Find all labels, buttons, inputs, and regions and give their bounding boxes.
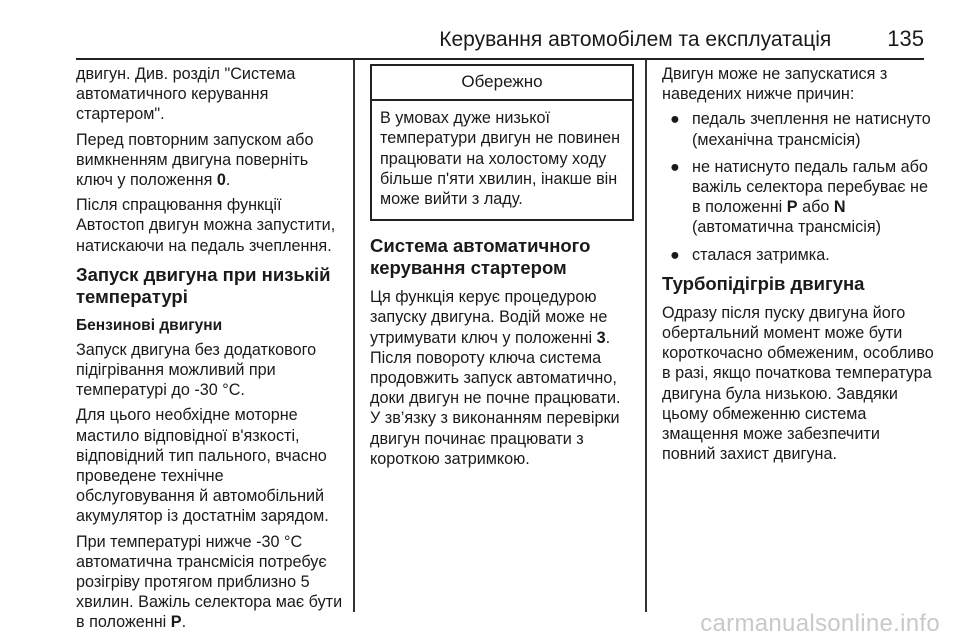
column-divider-2	[645, 60, 647, 612]
paragraph: Запуск двигуна без додаткового підігрівання можливий при температурі до -30 °C.	[76, 340, 317, 400]
caution-body: В умовах дуже низької температури двигун не повинен працювати на холостому ходу більше п'яти хвилин, інакше він може вийти з ладу.	[380, 109, 621, 209]
reasons-list	[662, 109, 934, 264]
page-header	[76, 26, 924, 62]
subheading-petrol-engines: Бензинові двигуни	[76, 316, 223, 334]
paragraph: Для цього необхідне моторне мастило відповідної в'язкості, відповідний тип пального, вчасно проведене технічне обслуговування й автомобільний акумулятор із достатнім зарядом.	[76, 406, 329, 526]
list-item: ● педаль зчеплення не натиснуто (механічна трансмісія)	[670, 110, 931, 149]
section-heading-turbo: Турбопідігрів двигуна	[662, 272, 865, 294]
column-3	[662, 64, 934, 469]
caution-title: Обережно	[372, 66, 632, 101]
section-heading-autostart: Система автоматичного керування стартером	[370, 235, 591, 279]
paragraph: Двигун може не запускатися з наведених нижче причин:	[662, 65, 888, 104]
running-title: Керування автомобілем та експлуатація	[439, 28, 832, 51]
key-position-0: 0	[216, 171, 226, 190]
bullet-icon: ●	[670, 245, 680, 264]
paragraph: Після спрацювання функції Автостоп двигун можна запустити, натискаючи на педаль зчеплення.	[76, 196, 336, 255]
key-position-3: 3	[596, 328, 606, 347]
header-rule	[76, 58, 924, 60]
list-item: ● сталася затримка.	[670, 245, 830, 264]
watermark: carmanualsonline.info	[700, 610, 940, 637]
bullet-icon: ●	[670, 110, 680, 129]
column-2	[370, 64, 634, 474]
paragraph: двигун. Див. розділ "Система автоматичного керування стартером".	[76, 65, 296, 124]
paragraph: При температурі нижче -30 °C автоматична трансмісія потребує розігріву протягом приблизно 5 хвилин. Важіль селектора має бути в положенні P.	[76, 532, 343, 632]
list-item: ● не натиснуто педаль гальм або важіль селектора перебуває не в положенні P або N (автоматична трансмісія)	[670, 157, 928, 237]
bullet-icon: ●	[670, 157, 680, 176]
paragraph: Перед повторним запуском або вимкненням двигуна поверніть ключ у положення 0.	[76, 130, 314, 190]
section-heading-cold-start: Запуск двигуна при низькій температурі	[76, 263, 331, 307]
caution-box	[370, 64, 634, 221]
selector-position-p: P	[170, 613, 182, 632]
paragraph: Ця функція керує процедурою запуску двигуна. Водій може не утримувати ключ у положенні 3. Після повороту ключа система продовжить запуск автоматично, доки двигун не почне працювати. У зв’язку з виконанням перевірки двигун починає працювати з короткою затримкою.	[370, 288, 621, 468]
column-divider-1	[353, 60, 355, 612]
paragraph: Одразу після пуску двигуна його обертальний момент може бути короткочасно обмеженим, особливо в разі, якщо початкова температура двигуна була низькою. Завдяки цьому обмеженню система змащення може забезпечити повний захист двигуна.	[662, 303, 934, 464]
column-1	[76, 64, 344, 638]
page-number: 135	[887, 26, 924, 51]
